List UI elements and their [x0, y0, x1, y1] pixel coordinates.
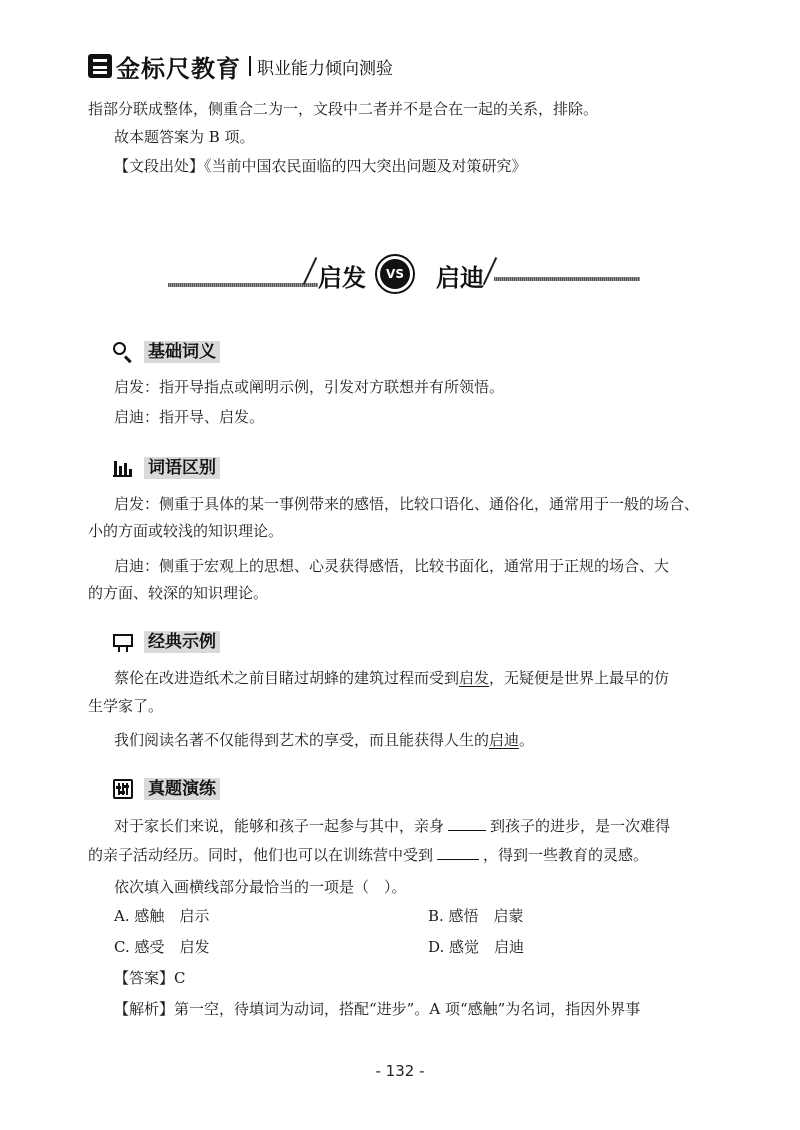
header-subtitle: 职业能力倾向测验 [257, 58, 393, 79]
bar-chart-icon [112, 457, 134, 479]
section-title: 经典示例 [144, 631, 220, 653]
page-number: - 132 - [375, 1062, 425, 1080]
answer-line: 【答案】C [114, 969, 186, 987]
example-2 [114, 729, 534, 751]
question-text: 对于家长们来说，能够和孩子一起参与其中，亲身 [114, 817, 445, 835]
intro-line-2: 故本题答案为 B 项。 [114, 128, 255, 146]
page-header [88, 50, 393, 82]
option-b: B. 感悟 启蒙 [428, 907, 524, 925]
equalizer-icon [112, 778, 134, 800]
difference-qifa-line-1: 启发：侧重于具体的某一事例带来的感悟，比较口语化、通俗化，通常用于一般的场合、 [114, 495, 700, 513]
definition-qidi: 启迪：指开导、启发。 [114, 408, 265, 426]
banner-left-bar [168, 283, 318, 287]
question-text: 的亲子活动经历。同时，他们也可以在训练营中受到 [88, 846, 434, 864]
section-title: 基础词义 [144, 341, 220, 363]
section-title: 词语区别 [144, 457, 220, 479]
banner-right-bar [494, 277, 640, 281]
underlined-keyword: 启发 [459, 669, 490, 687]
question-line-2 [88, 844, 648, 866]
example-text: ，无疑便是世界上最早的仿 [489, 669, 670, 687]
banner-slash-left [303, 257, 317, 285]
question-text: ，得到一些教育的灵感。 [483, 846, 649, 864]
section-word-difference-heading [112, 455, 220, 481]
analysis-line: 【解析】第一空，待填词为动词，搭配“进步”。A 项“感触”为名词，指因外界事 [114, 1000, 641, 1018]
brand-name: 金标尺教育 [116, 54, 241, 83]
example-text: 。 [519, 731, 535, 749]
fill-blank-1 [448, 816, 486, 831]
section-basic-meaning-heading [112, 339, 220, 365]
source-citation: 【文段出处】《当前中国农民面临的四大突出问题及对策研究》 [114, 157, 527, 175]
underlined-keyword: 启迪 [489, 731, 520, 749]
section-title: 真题演练 [144, 778, 220, 800]
option-d: D. 感觉 启迪 [428, 938, 525, 956]
example-1-line-1 [114, 667, 669, 689]
section-examples-heading [112, 629, 220, 655]
vs-badge: VS [380, 259, 410, 289]
presentation-board-icon [112, 631, 134, 653]
section-practice-heading [112, 776, 220, 802]
header-divider [249, 56, 251, 76]
example-1-line-2: 生学家了。 [88, 697, 164, 715]
intro-line-1: 指部分联成整体，侧重合二为一，文段中二者并不是合在一起的关系，排除。 [88, 100, 599, 118]
option-c: C. 感受 启发 [114, 938, 210, 956]
question-text: 到孩子的进步，是一次难得 [490, 817, 671, 835]
difference-qidi-line-2: 的方面、较深的知识理论。 [88, 584, 269, 602]
difference-qidi-line-1: 启迪：侧重于宏观上的思想、心灵获得感悟，比较书面化，通常用于正规的场合、大 [114, 557, 670, 575]
definition-qifa: 启发：指开导指点或阐明示例，引发对方联想并有所领悟。 [114, 378, 505, 396]
example-text: 我们阅读名著不仅能得到艺术的享受，而且能获得人生的 [114, 731, 490, 749]
difference-qifa-line-2: 小的方面或较浅的知识理论。 [88, 522, 284, 540]
fill-blank-2 [437, 845, 479, 860]
example-text: 蔡伦在改进造纸术之前目睹过胡蜂的建筑过程而受到 [114, 669, 460, 687]
question-line-1 [114, 815, 670, 837]
banner-word-left: 启发 [318, 264, 366, 292]
option-a: A. 感触 启示 [114, 907, 210, 925]
banner-word-right: 启迪 [436, 264, 484, 292]
comparison-banner [168, 250, 640, 300]
magnifier-icon [112, 341, 134, 363]
question-prompt: 依次填入画横线部分最恰当的一项是（ ）。 [114, 878, 407, 896]
brand-logo-icon [88, 54, 112, 78]
